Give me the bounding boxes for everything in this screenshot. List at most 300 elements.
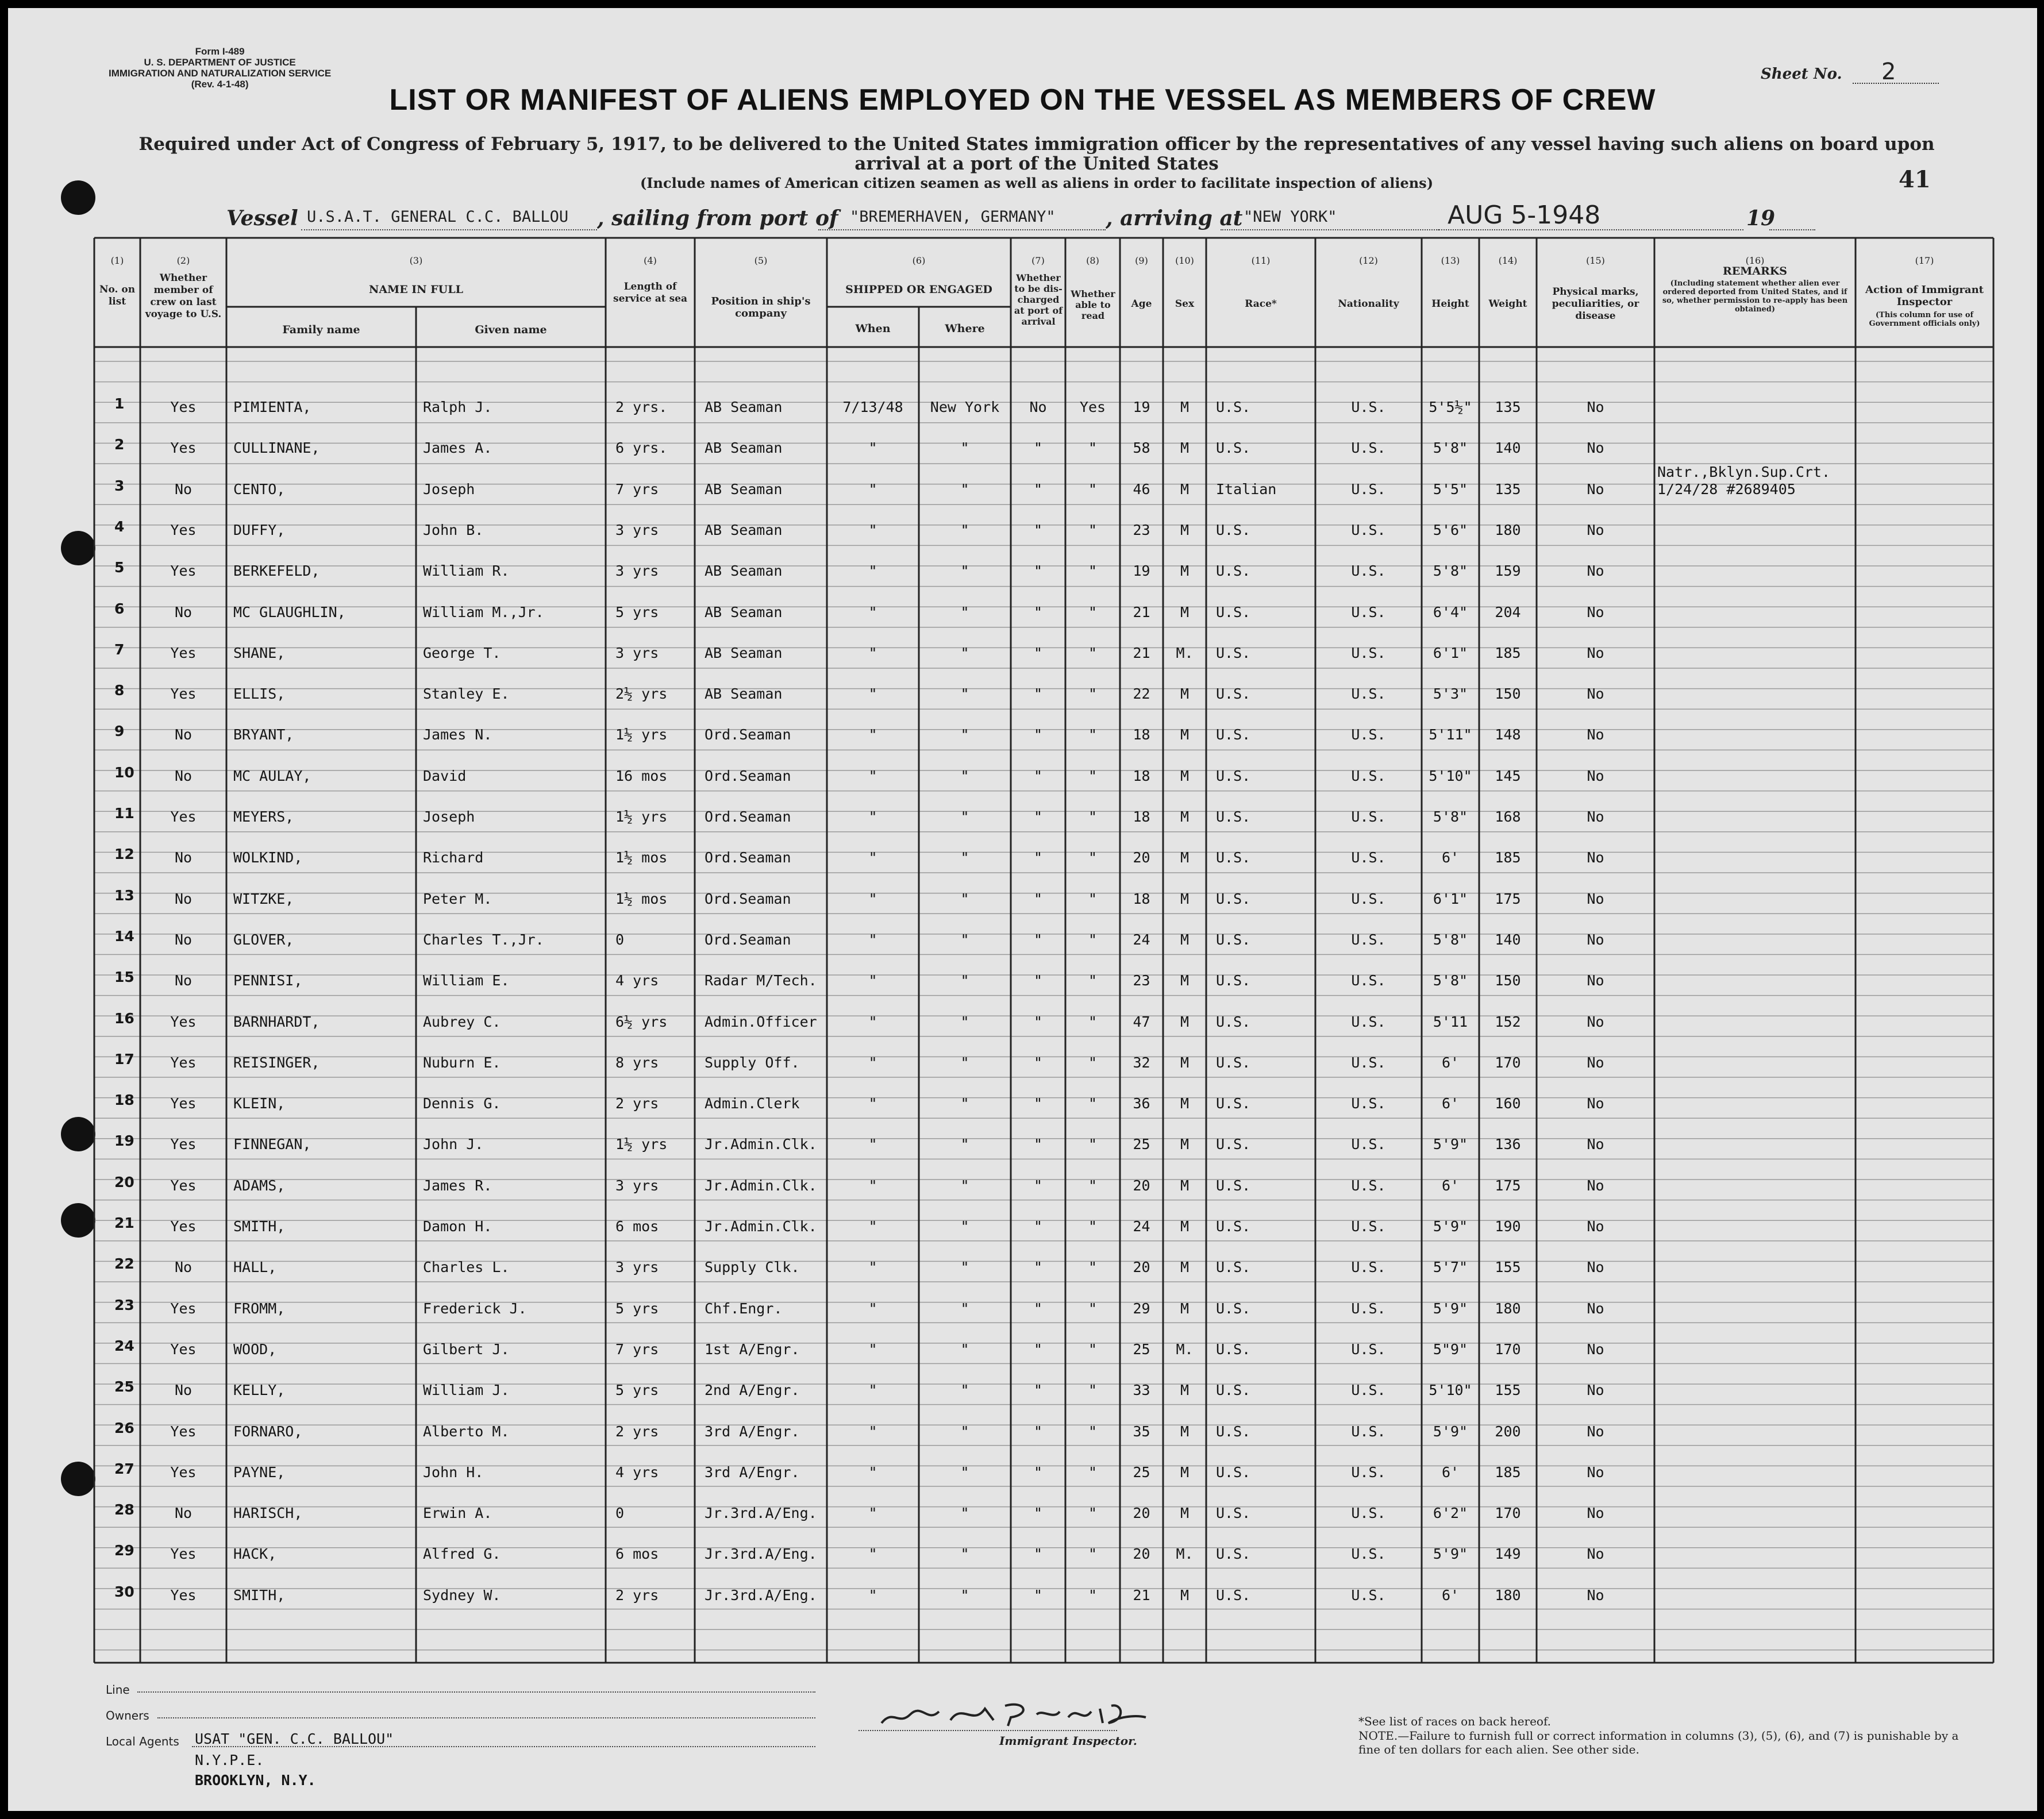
where-cell: " [960,1013,969,1030]
discharged-cell: " [1033,1054,1043,1071]
physical-cell: No [1587,1463,1604,1481]
row-number: 24 [114,1337,134,1354]
races-note: *See list of races on back hereof. [1358,1714,1552,1728]
read-cell: " [1088,644,1098,661]
member-cell: No [174,931,193,948]
age-cell: 58 [1133,440,1150,457]
physical-cell: No [1587,767,1604,784]
read-cell: " [1088,931,1098,948]
race-cell: U.S. [1216,1177,1251,1194]
member-cell: No [174,767,193,784]
given-name-cell: Aubrey C. [423,1013,501,1030]
member-cell: Yes [170,440,197,457]
read-cell: " [1088,521,1098,538]
given-name-cell: Nuburn E. [423,1054,501,1071]
age-cell: 20 [1133,1259,1150,1276]
col-number: (15) [1586,255,1605,266]
discharged-cell: " [1033,849,1043,866]
family-name-cell: MC GLAUGHLIN, [233,603,346,621]
weight-cell: 155 [1495,1382,1521,1399]
race-cell: U.S. [1216,1586,1251,1604]
family-name-cell: MC AULAY, [233,767,311,784]
given-name-cell: Erwin A. [423,1505,492,1522]
member-cell: Yes [170,1423,197,1440]
row-number: 28 [114,1501,134,1519]
when-cell: " [868,440,877,457]
when-cell: " [868,685,877,703]
position-cell: AB Seaman [705,644,783,661]
where-cell: " [960,1095,969,1112]
col-number: (17) [1915,255,1934,266]
member-cell: Yes [170,1013,197,1030]
length-cell: 4 yrs [615,1463,659,1481]
given-name-cell: Richard [423,849,484,866]
given-name-cell: Joseph [423,480,475,498]
sex-cell: M [1180,849,1190,866]
length-cell: 2 yrs [615,1095,659,1112]
length-cell: 3 yrs [615,1177,659,1194]
row-number: 27 [114,1460,134,1477]
race-cell: U.S. [1216,1136,1251,1153]
discharged-cell: " [1033,685,1043,703]
position-cell: Admin.Clerk [705,1095,800,1112]
discharged-cell: " [1033,1259,1043,1276]
sex-cell: M [1180,440,1190,457]
header-when: When [855,322,891,335]
nationality-cell: U.S. [1351,1177,1386,1194]
penalty-note: NOTE.—Failure to furnish full or correct information in columns (3), (5), (6), and (7) is punishable by a fine of ten dollars for each alien. See other side. [1358,1729,1959,1756]
read-cell: " [1088,726,1098,743]
length-cell: 1½ yrs [615,726,668,743]
length-cell: 8 yrs [615,1054,659,1071]
where-cell: " [960,440,969,457]
family-name-cell: REISINGER, [233,1054,320,1071]
race-cell: U.S. [1216,1013,1251,1030]
header-given-name: Given name [475,323,547,336]
height-cell: 6'1" [1433,644,1468,661]
age-cell: 20 [1133,1177,1150,1194]
race-cell: U.S. [1216,440,1251,457]
length-cell: 2 yrs [615,1423,659,1440]
family-name-cell: HALL, [233,1259,277,1276]
physical-cell: No [1587,1423,1604,1440]
height-cell: 5'6" [1433,521,1468,538]
where-cell: " [960,1136,969,1153]
physical-cell: No [1587,849,1604,866]
position-cell: AB Seaman [705,480,783,498]
length-cell: 1½ yrs [615,1136,668,1153]
nationality-cell: U.S. [1351,480,1386,498]
sex-cell: M. [1176,1546,1194,1563]
given-name-cell: Charles T.,Jr. [423,931,544,948]
position-cell: Radar M/Tech. [705,972,817,989]
where-cell: " [960,1382,969,1399]
weight-cell: 135 [1495,399,1521,415]
length-cell: 2 yrs [615,1586,659,1604]
discharged-cell: " [1033,890,1043,907]
row-number: 15 [114,969,134,986]
family-name-cell: WOOD, [233,1340,277,1358]
header-weight: Weight [1488,298,1527,310]
form-line: Form I-489 [195,46,245,57]
physical-cell: No [1587,521,1604,538]
height-cell: 6'4" [1433,603,1468,621]
position-cell: 3rd A/Engr. [705,1423,800,1440]
race-cell: U.S. [1216,726,1251,743]
row-number: 22 [114,1255,134,1273]
read-cell: " [1088,1259,1098,1276]
age-cell: 46 [1133,480,1150,498]
weight-cell: 180 [1495,1300,1521,1317]
when-cell: " [868,1054,877,1071]
col-number: (8) [1086,255,1099,266]
date-stamp: AUG 5-1948 [1448,201,1601,230]
header-where: Where [945,322,985,335]
read-cell: " [1088,849,1098,866]
nationality-cell: U.S. [1351,603,1386,621]
header-whether-member: Whether member of crew on last voyage to U.S. [145,272,222,320]
age-cell: 25 [1133,1463,1150,1481]
family-name-cell: MEYERS, [233,808,294,825]
vessel-label: Vessel [226,206,298,230]
position-cell: AB Seaman [705,399,783,415]
where-cell: " [960,685,969,703]
length-cell: 6 mos [615,1546,659,1563]
when-cell: " [868,480,877,498]
weight-cell: 150 [1495,685,1521,703]
nationality-cell: U.S. [1351,440,1386,457]
sex-cell: M [1180,1505,1190,1522]
given-name-cell: Ralph J. [423,399,492,415]
discharged-cell: " [1033,808,1043,825]
member-cell: No [174,1505,193,1522]
age-cell: 18 [1133,808,1150,825]
member-cell: Yes [170,1177,197,1194]
nationality-cell: U.S. [1351,1586,1386,1604]
when-cell: " [868,1423,877,1440]
discharged-cell: No [1029,399,1047,415]
header-nationality: Nationality [1338,298,1399,310]
physical-cell: No [1587,1546,1604,1563]
position-cell: 1st A/Engr. [705,1340,800,1358]
position-cell: Ord.Seaman [705,849,791,866]
sex-cell: M [1180,521,1190,538]
length-cell: 6 mos [615,1218,659,1235]
family-name-cell: PAYNE, [233,1463,286,1481]
fill-rule [192,1746,815,1747]
where-cell: " [960,931,969,948]
length-cell: 2½ yrs [615,685,668,703]
sex-cell: M [1180,399,1190,415]
discharged-cell: " [1033,972,1043,989]
race-cell: U.S. [1216,1259,1251,1276]
physical-cell: No [1587,931,1604,948]
physical-cell: No [1587,1013,1604,1030]
race-cell: U.S. [1216,1340,1251,1358]
remarks-line: Natr.,Bklyn.Sup.Crt. [1657,464,1831,480]
length-cell: 6 yrs. [615,440,668,457]
where-cell: " [960,1463,969,1481]
position-cell: Jr.3rd.A/Eng. [705,1586,817,1604]
member-cell: Yes [170,521,197,538]
form-line: IMMIGRATION AND NATURALIZATION SERVICE [109,68,332,79]
manifest-page [8,8,2037,1811]
weight-cell: 185 [1495,849,1521,866]
given-name-cell: Alfred G. [423,1546,501,1563]
given-name-cell: James A. [423,440,492,457]
height-cell: 5'9" [1433,1218,1468,1235]
given-name-cell: George T. [423,644,501,661]
family-name-cell: PENNISI, [233,972,303,989]
height-cell: 6' [1441,1463,1460,1481]
position-cell: Ord.Seaman [705,890,791,907]
sex-cell: M [1180,1218,1190,1235]
discharged-cell: " [1033,1177,1043,1194]
height-cell: 5'7" [1433,1259,1468,1276]
height-cell: 6' [1441,1054,1460,1071]
where-cell: " [960,562,969,580]
when-cell: " [868,808,877,825]
position-cell: AB Seaman [705,521,783,538]
age-cell: 19 [1133,562,1150,580]
member-cell: No [174,603,193,621]
row-number: 2 [114,436,125,453]
race-cell: U.S. [1216,1505,1251,1522]
position-cell: Ord.Seaman [705,808,791,825]
where-cell: " [960,1586,969,1604]
height-cell: 5'3" [1433,685,1468,703]
sex-cell: M [1180,890,1190,907]
race-cell: U.S. [1216,1300,1251,1317]
weight-cell: 170 [1495,1054,1521,1071]
length-cell: 0 [615,931,625,948]
row-number: 18 [114,1092,134,1109]
when-cell: " [868,767,877,784]
nationality-cell: U.S. [1351,644,1386,661]
sex-cell: M. [1176,1340,1194,1358]
sex-cell: M. [1176,644,1194,661]
col-number: (5) [754,255,768,266]
when-cell: " [868,931,877,948]
race-cell: U.S. [1216,849,1251,866]
header-physical-marks: Physical marks, peculiarities, or disease [1552,286,1639,322]
nationality-cell: U.S. [1351,972,1386,989]
given-name-cell: Dennis G. [423,1095,501,1112]
age-cell: 29 [1133,1300,1150,1317]
discharged-cell: " [1033,1095,1043,1112]
nationality-cell: U.S. [1351,521,1386,538]
given-name-cell: William M.,Jr. [423,603,544,621]
sheet-number: 2 [1881,59,1896,85]
discharged-cell: " [1033,1136,1043,1153]
age-cell: 23 [1133,972,1150,989]
length-cell: 7 yrs [615,480,659,498]
where-cell: " [960,890,969,907]
discharged-cell: " [1033,726,1043,743]
weight-cell: 150 [1495,972,1521,989]
form-line: U. S. DEPARTMENT OF JUSTICE [144,57,296,68]
read-cell: " [1088,1505,1098,1522]
read-cell: " [1088,1300,1098,1317]
height-cell: 5'5" [1433,480,1468,498]
nationality-cell: U.S. [1351,1463,1386,1481]
sex-cell: M [1180,767,1190,784]
length-cell: 3 yrs [615,521,659,538]
member-cell: Yes [170,1300,197,1317]
where-cell: " [960,480,969,498]
weight-cell: 180 [1495,521,1521,538]
row-number: 8 [114,682,125,699]
row-number: 9 [114,723,125,740]
read-cell: " [1088,1177,1098,1194]
row-number: 30 [114,1583,134,1600]
sex-cell: M [1180,931,1190,948]
physical-cell: No [1587,480,1604,498]
height-cell: 6' [1441,1177,1460,1194]
given-name-cell: John J. [423,1136,484,1153]
height-cell: 5'9" [1433,1423,1468,1440]
height-cell: 5'10" [1429,1382,1472,1399]
age-cell: 20 [1133,849,1150,866]
race-cell: U.S. [1216,1095,1251,1112]
given-name-cell: John B. [423,521,484,538]
race-cell: U.S. [1216,1546,1251,1563]
nationality-cell: U.S. [1351,562,1386,580]
given-name-cell: James N. [423,726,492,743]
position-cell: Supply Off. [705,1054,800,1071]
height-cell: 5'10" [1429,767,1472,784]
when-cell: " [868,1546,877,1563]
nationality-cell: U.S. [1351,890,1386,907]
length-cell: 0 [615,1505,625,1522]
length-cell: 5 yrs [615,603,659,621]
family-name-cell: FINNEGAN, [233,1136,311,1153]
where-cell: " [960,1423,969,1440]
row-number: 14 [114,927,134,945]
page-title: LIST OR MANIFEST OF ALIENS EMPLOYED ON THE VESSEL AS MEMBERS OF CREW [389,83,1656,117]
position-cell: Admin.Officer [705,1013,817,1030]
sex-cell: M [1180,1013,1190,1030]
physical-cell: No [1587,1177,1604,1194]
read-cell: " [1088,890,1098,907]
height-cell: 5'9" [1433,1136,1468,1153]
length-cell: 5 yrs [615,1300,659,1317]
sex-cell: M [1180,480,1190,498]
row-number: 7 [114,641,125,658]
family-name-cell: FORNARO, [233,1423,303,1440]
family-name-cell: KLEIN, [233,1095,286,1112]
local-agents-value: USAT "GEN. C.C. BALLOU" [195,1731,394,1747]
position-cell: Ord.Seaman [705,931,791,948]
header-no-on-list: No. on list [99,284,136,307]
nationality-cell: U.S. [1351,808,1386,825]
position-cell: 2nd A/Engr. [705,1382,800,1399]
age-cell: 23 [1133,521,1150,538]
family-name-cell: KELLY, [233,1382,286,1399]
col-number: (3) [409,255,423,266]
local-agents-label: Local Agents [106,1735,179,1748]
header-discharged: Whether to be dis-charged at port of arrival [1014,272,1063,327]
age-cell: 20 [1133,1505,1150,1522]
nationality-cell: U.S. [1351,399,1386,415]
member-cell: Yes [170,399,197,415]
header-family-name: Family name [282,323,360,336]
read-cell: " [1088,603,1098,621]
read-cell: " [1088,767,1098,784]
sex-cell: M [1180,1054,1190,1071]
nationality-cell: U.S. [1351,1095,1386,1112]
height-cell: 6' [1441,849,1460,866]
line-label: Line [106,1683,130,1697]
member-cell: No [174,849,193,866]
discharged-cell: " [1033,931,1043,948]
discharged-cell: " [1033,1423,1043,1440]
member-cell: Yes [170,562,197,580]
nationality-cell: U.S. [1351,931,1386,948]
member-cell: Yes [170,1340,197,1358]
col-number: (10) [1175,255,1194,266]
header-remarks-note: (Including statement whether alien ever ordered deported from United States, and if so, whether permission to re-apply has been obtained) [1662,279,1848,314]
col-number: (14) [1498,255,1518,266]
header-action-note: (This column for use of Government officials only) [1869,311,1980,328]
sex-cell: M [1180,1136,1190,1153]
member-cell: Yes [170,1136,197,1153]
family-name-cell: PIMIENTA, [233,399,311,415]
weight-cell: 148 [1495,726,1521,743]
row-number: 6 [114,600,125,617]
header-position: Position in ship's company [711,295,811,319]
col-number: (1) [110,255,124,266]
where-cell: " [960,972,969,989]
col-number: (13) [1441,255,1460,266]
read-cell: " [1088,562,1098,580]
height-cell: 5'8" [1433,808,1468,825]
sex-cell: M [1180,1177,1190,1194]
length-cell: 16 mos [615,767,668,784]
age-cell: 24 [1133,1218,1150,1235]
height-cell: 5"9" [1433,1340,1468,1358]
age-cell: 21 [1133,644,1150,661]
race-cell: U.S. [1216,644,1251,661]
where-cell: " [960,1300,969,1317]
row-number: 21 [114,1215,134,1231]
given-name-cell: Stanley E. [423,685,510,703]
row-number: 13 [114,887,134,904]
col-number: (2) [176,255,190,266]
race-cell: U.S. [1216,521,1251,538]
weight-cell: 200 [1495,1423,1521,1440]
length-cell: 3 yrs [615,562,659,580]
length-cell: 3 yrs [615,644,659,661]
read-cell: " [1088,685,1098,703]
nationality-cell: U.S. [1351,1259,1386,1276]
header-name-in-full: NAME IN FULL [369,283,463,296]
when-cell: " [868,644,877,661]
family-name-cell: DUFFY, [233,521,286,538]
nationality-cell: U.S. [1351,767,1386,784]
height-cell: 5'8" [1433,440,1468,457]
height-cell: 5'9" [1433,1300,1468,1317]
nationality-cell: U.S. [1351,685,1386,703]
weight-cell: 160 [1495,1095,1521,1112]
given-name-cell: Damon H. [423,1218,492,1235]
length-cell: 7 yrs [615,1340,659,1358]
sex-cell: M [1180,1586,1190,1604]
discharged-cell: " [1033,521,1043,538]
where-cell: " [960,1054,969,1071]
height-cell: 6'1" [1433,890,1468,907]
when-cell: " [868,1095,877,1112]
